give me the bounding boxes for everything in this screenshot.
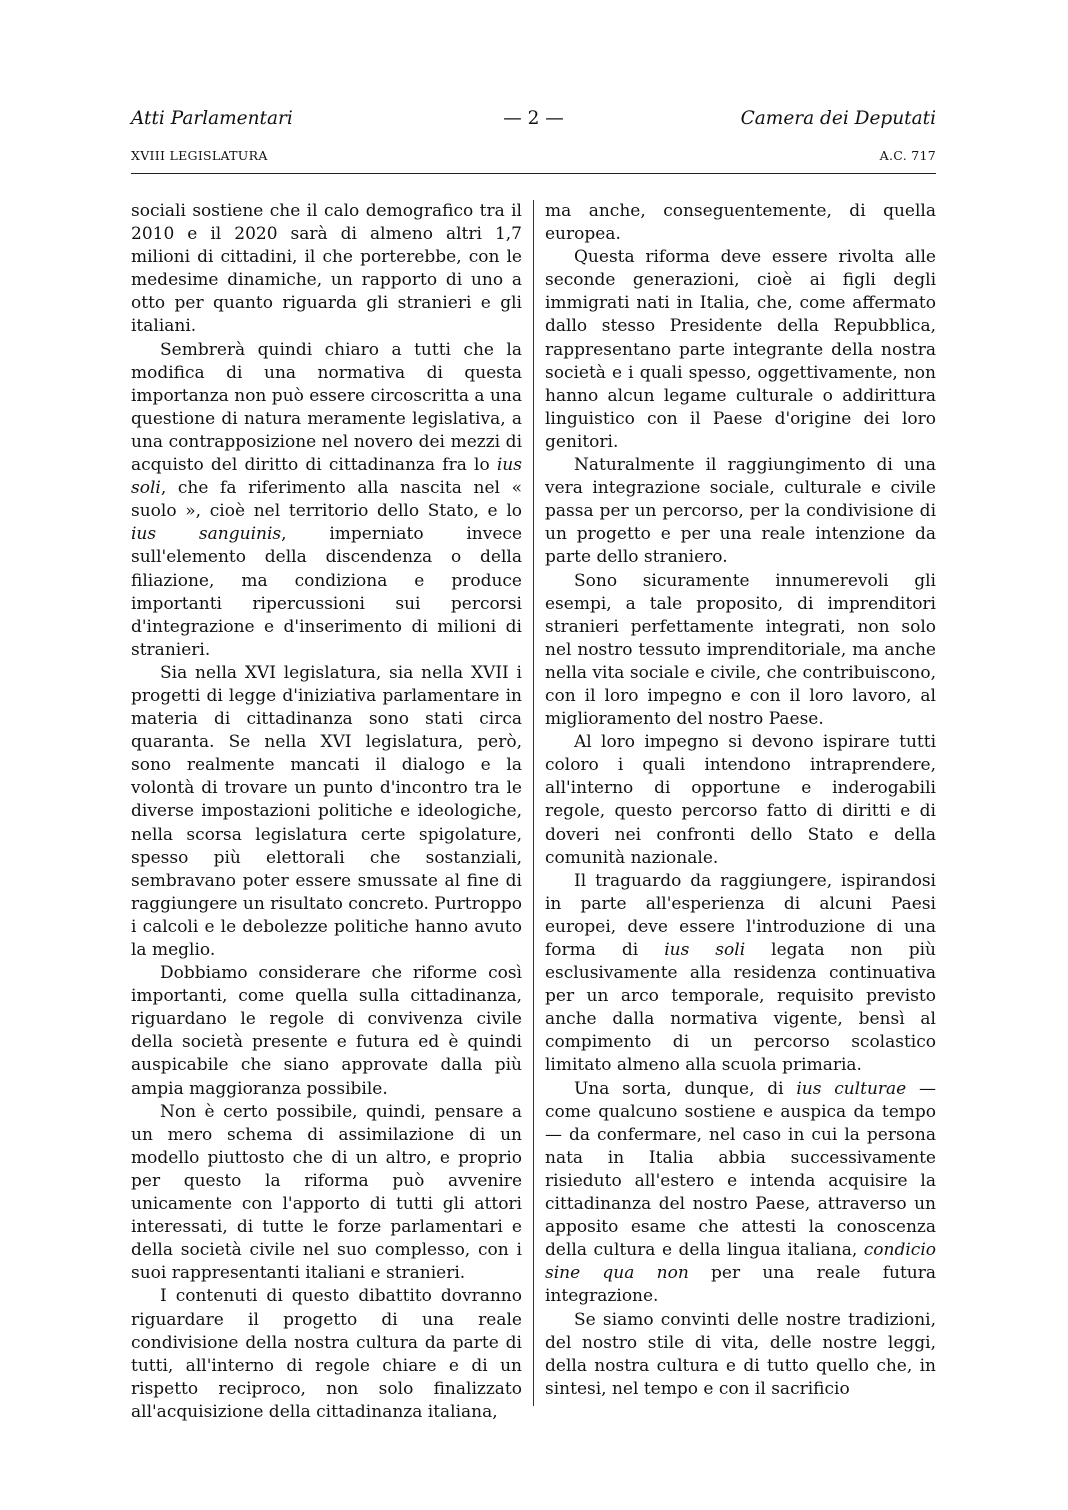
paragraph: Sia nella XVI legislatura, sia nella XVII i progetti di legge d'iniziativa parlamentare in materia di cittadinanza sono stati circa quaranta. Se nella XVI legislatura, però, sono realmente mancati il dialogo e la volontà di trovare un punto d'incontro tra le diverse impostazioni politiche e ideologiche, nella scorsa legislatura certe spigolature, spesso più elettorali che sostanziali, sembravano poter essere smussate al fine di raggiungere un risultato concreto. Purtroppo i calcoli e le debolezze politiche hanno avuto la meglio.: [131, 662, 522, 960]
right-column: [545, 200, 936, 1401]
paragraph: Dobbiamo considerare che riforme così importanti, come quella sulla cittadinanza, riguardano le regole di convivenza civile della società presente e futura ed è quindi auspicabile che siano approvate dalla più ampia maggioranza possibile.: [131, 963, 522, 1099]
page-number: — 2 —: [503, 108, 564, 129]
legislature-label: XVIII LEGISLATURA: [131, 148, 268, 163]
header-right: Camera dei Deputati: [740, 108, 936, 129]
header-left: Atti Parlamentari: [131, 108, 293, 129]
paragraph: Questa riforma deve essere rivolta alle seconde generazioni, cioè ai figli degli immigrati nati in Italia, che, come affermato dallo stesso Presidente della Repubblica, rappresentano parte integrante della nostra società e i quali spesso, oggettivamente, non hanno alcun legame culturale o addirittura linguistico con il Paese d'origine dei loro genitori.: [545, 247, 936, 452]
paragraph: Se siamo convinti delle nostre tradizioni, del nostro stile di vita, delle nostre leggi, della nostra cultura e di tutto quello che, in sintesi, nel tempo e con il sacrificio: [545, 1309, 936, 1399]
bill-number: A.C. 717: [879, 148, 936, 163]
sub-header: [131, 148, 936, 168]
paragraph: sociali sostiene che il calo demografico tra il 2010 e il 2020 sarà di almeno altri 1,7 milioni di cittadini, il che porterebbe, con le medesime dinamiche, un rapporto di uno a otto per quanto riguarda gli stranieri e gli italiani.: [131, 201, 522, 337]
paragraph: Sembrerà quindi chiaro a tutti che la modifica di una normativa di questa importanza non può essere circoscritta a una questione di natura meramente legislativa, a una contrapposizione nel novero dei mezzi di acquisto del diritto di cittadinanza fra lo ius soli, che fa riferimento alla nascita nel « suolo », cioè nel territorio dello Stato, e lo ius sanguinis, imperniato invece sull'elemento della discendenza o della filiazione, ma condiziona e produce importanti ripercussioni sui percorsi d'integrazione e d'inserimento di milioni di stranieri.: [131, 339, 523, 660]
header-rule: [131, 173, 936, 174]
paragraph: ma anche, conseguentemente, di quella europea.: [545, 201, 936, 245]
paragraph: I contenuti di questo dibattito dovranno riguardare il progetto di una reale condivisione della nostra cultura da parte di tutti, all'interno di regole chiare e di un rispetto reciproco, non solo finalizzato all'acquisizione della cittadinanza italiana,: [131, 1286, 522, 1422]
paragraph: Al loro impegno si devono ispirare tutti coloro i quali intendono intraprendere, all'interno di opportune e inderogabili regole, questo percorso fatto di diritti e di doveri nei confronti dello Stato e della comunità nazionale.: [545, 732, 936, 868]
left-column: [131, 200, 522, 1424]
document-page: [131, 0, 936, 1510]
paragraph: Il traguardo da raggiungere, ispirandosi in parte all'esperienza di alcuni Paesi europei, deve essere l'introduzione di una forma di ius soli legata non più esclusivamente alla residenza continuativa per un arco temporale, requisito previsto anche dalla normativa vigente, bensì al compimento di un percorso scolastico limitato almeno alla scuola primaria.: [545, 870, 936, 1076]
column-divider: [533, 200, 534, 1406]
running-header: [131, 108, 936, 136]
paragraph: Non è certo possibile, quindi, pensare a un mero schema di assimilazione di un modello piuttosto che di un altro, e proprio per questo la riforma può avvenire unicamente con l'apporto di tutti gli attori interessati, di tutte le forze parlamentari e della società civile nel suo complesso, con i suoi rappresentanti italiani e stranieri.: [131, 1101, 522, 1284]
paragraph: Naturalmente il raggiungimento di una vera integrazione sociale, culturale e civile passa per un percorso, per la condivisione di un progetto e per una reale intenzione da parte dello straniero.: [545, 455, 936, 568]
paragraph: Una sorta, dunque, di ius culturae — come qualcuno sostiene e auspica da tempo — da confermare, nel caso in cui la persona nata in Italia abbia successivamente risieduto all'estero e intenda acquisire la cittadinanza del nostro Paese, attraverso un apposito esame che attesti la conoscenza della cultura e della lingua italiana, condicio sine qua non per una reale futura integrazione.: [545, 1078, 936, 1307]
paragraph: Sono sicuramente innumerevoli gli esempi, a tale proposito, di imprenditori stranieri perfettamente integrati, non solo nel nostro tessuto imprenditoriale, ma anche nella vita sociale e civile, che contribuiscono, con il loro impegno e con il loro lavoro, al miglioramento del nostro Paese.: [545, 570, 936, 730]
